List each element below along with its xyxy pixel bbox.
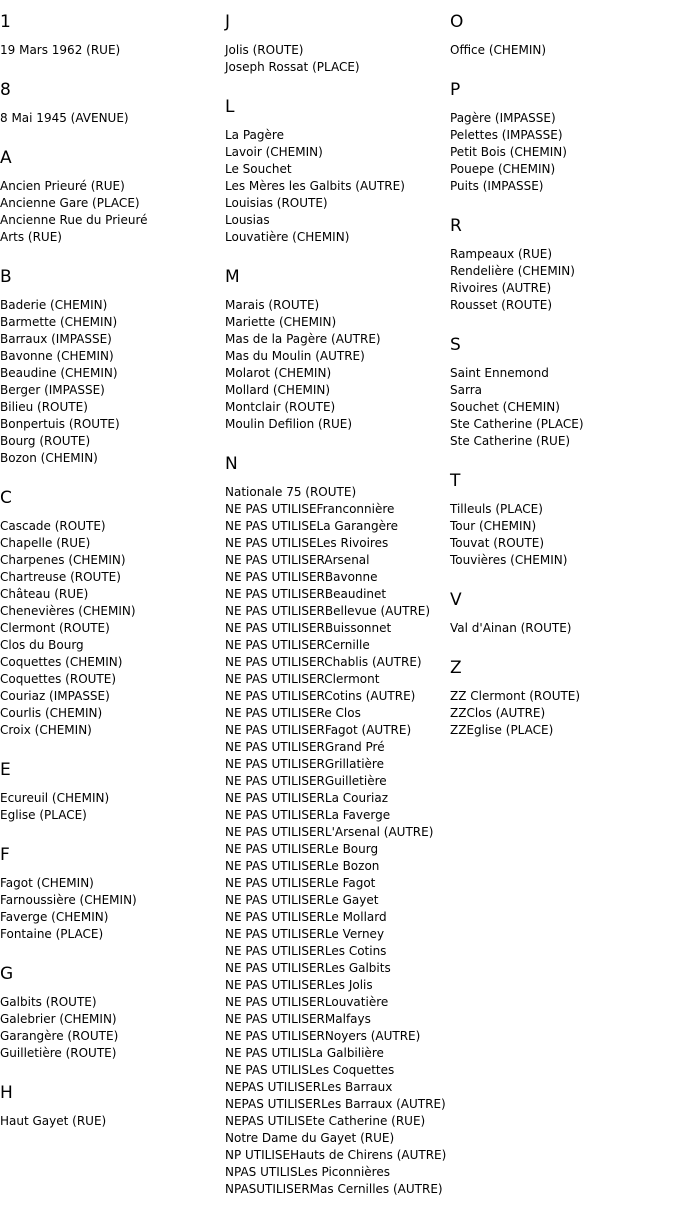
street-list-item[interactable]: Mas du Moulin (AUTRE) (225, 349, 365, 363)
street-list-item[interactable]: Pelettes (IMPASSE) (450, 128, 563, 142)
street-list (0, 110, 148, 127)
letter-group (225, 10, 446, 76)
street-list-item[interactable]: NP UTILISEHauts de Chirens (AUTRE) (225, 1148, 447, 1162)
letter-group (0, 265, 148, 467)
group-letter-heading: A (0, 148, 12, 168)
street-list-item[interactable]: NE PAS UTILISERMalfays (225, 1012, 371, 1026)
street-list-item[interactable]: Bonpertuis (ROUTE) (0, 417, 120, 431)
street-list-item[interactable]: NE PAS UTILISERBeaudinet (225, 587, 387, 601)
street-list-item[interactable]: Clos du Bourg (0, 638, 84, 652)
street-list-item[interactable]: NE PAS UTILISERLa Faverge (225, 808, 391, 822)
street-list-item[interactable]: Touvat (ROUTE) (450, 536, 545, 550)
street-list-item[interactable]: Le Souchet (225, 162, 292, 176)
street-index-column-2 (225, 10, 446, 1217)
street-list-item[interactable]: Couriaz (IMPASSE) (0, 689, 110, 703)
group-letter-heading: Z (450, 658, 462, 678)
street-list-item[interactable]: Fagot (CHEMIN) (0, 876, 94, 890)
street-list-item[interactable]: NE PAS UTILISERL'Arsenal (AUTRE) (225, 825, 434, 839)
letter-group (225, 452, 446, 1198)
street-list-item[interactable]: Bavonne (CHEMIN) (0, 349, 114, 363)
street-list (450, 42, 584, 59)
street-list-item[interactable]: Chenevières (CHEMIN) (0, 604, 136, 618)
group-letter-heading: V (450, 590, 462, 610)
street-list-item[interactable]: Les Mères les Galbits (AUTRE) (225, 179, 405, 193)
street-list-item[interactable]: 8 Mai 1945 (AVENUE) (0, 111, 129, 125)
street-list-item[interactable]: Tour (CHEMIN) (450, 519, 537, 533)
letter-group (225, 95, 446, 246)
street-list-item[interactable]: Mariette (CHEMIN) (225, 315, 337, 329)
street-list-item[interactable]: NE PAS UTILISERCotins (AUTRE) (225, 689, 416, 703)
group-letter-heading: O (450, 12, 464, 32)
street-list-item[interactable]: NE PAS UTILISERLes Cotins (225, 944, 387, 958)
street-list-item[interactable]: Montclair (ROUTE) (225, 400, 336, 414)
street-list-item[interactable]: Ste Catherine (PLACE) (450, 417, 584, 431)
street-list (225, 127, 446, 246)
street-list-item[interactable]: Ancien Prieuré (RUE) (0, 179, 125, 193)
street-list-item[interactable]: Galebrier (CHEMIN) (0, 1012, 117, 1026)
group-letter-heading: H (0, 1083, 13, 1103)
street-list-item[interactable]: NE PAS UTILISERClermont (225, 672, 380, 686)
street-list-item[interactable]: Coquettes (CHEMIN) (0, 655, 123, 669)
street-list-item[interactable]: Jolis (ROUTE) (225, 43, 304, 57)
street-list-item[interactable]: Galbits (ROUTE) (0, 995, 97, 1009)
street-list-item[interactable]: Berger (IMPASSE) (0, 383, 105, 397)
street-list-item[interactable]: Pouepe (CHEMIN) (450, 162, 556, 176)
street-list-item[interactable]: Charpenes (CHEMIN) (0, 553, 126, 567)
street-list-item[interactable]: NE PAS UTILISERBavonne (225, 570, 378, 584)
street-list-item[interactable]: Mas de la Pagère (AUTRE) (225, 332, 381, 346)
street-list (450, 110, 584, 195)
street-list-item[interactable]: Ancienne Gare (PLACE) (0, 196, 140, 210)
street-list-item[interactable]: NE PAS UTILISERLe Bourg (225, 842, 379, 856)
letter-group (0, 10, 148, 59)
street-list-item[interactable]: NE PAS UTILISERLe Verney (225, 927, 385, 941)
street-list-item[interactable]: Bozon (CHEMIN) (0, 451, 98, 465)
street-list-item[interactable]: Souchet (CHEMIN) (450, 400, 560, 414)
street-list (450, 501, 584, 569)
street-list (0, 297, 148, 467)
letter-group (0, 486, 148, 739)
street-list-item[interactable]: Val d'Ainan (ROUTE) (450, 621, 572, 635)
street-list-item[interactable]: Rendelière (CHEMIN) (450, 264, 575, 278)
street-list-item[interactable]: Faverge (CHEMIN) (0, 910, 109, 924)
letter-group (450, 10, 584, 59)
letter-group (225, 265, 446, 433)
street-list-item[interactable]: NE PAS UTILISERBellevue (AUTRE) (225, 604, 431, 618)
street-list-item[interactable]: Bilieu (ROUTE) (0, 400, 88, 414)
street-list (0, 42, 148, 59)
letter-group (0, 78, 148, 127)
street-index-column-1 (0, 10, 148, 1149)
street-list-item[interactable]: Beaudine (CHEMIN) (0, 366, 118, 380)
group-letter-heading: F (0, 845, 10, 865)
letter-group (450, 78, 584, 195)
group-letter-heading: G (0, 964, 14, 984)
street-list-item[interactable]: NE PAS UTILISERLouvatière (225, 995, 389, 1009)
group-letter-heading: R (450, 216, 462, 236)
street-list-item[interactable]: ZZEglise (PLACE) (450, 723, 554, 737)
street-list (450, 688, 584, 739)
street-list-item[interactable]: Chartreuse (ROUTE) (0, 570, 121, 584)
letter-group (450, 656, 584, 739)
street-list-item[interactable]: NE PAS UTILISERFagot (AUTRE) (225, 723, 412, 737)
street-list-item[interactable]: Garangère (ROUTE) (0, 1029, 119, 1043)
street-list (450, 246, 584, 314)
street-list-item[interactable]: Notre Dame du Gayet (RUE) (225, 1131, 395, 1145)
street-list-item[interactable]: NE PAS UTILISERChablis (AUTRE) (225, 655, 422, 669)
street-list-item[interactable]: Clermont (ROUTE) (0, 621, 110, 635)
group-letter-heading: E (0, 760, 11, 780)
street-list-item[interactable]: Ancienne Rue du Prieuré (0, 213, 148, 227)
street-list-item[interactable]: NE PAS UTILISERe Clos (225, 706, 361, 720)
street-list-item[interactable]: NPAS UTILISLes Piconnières (225, 1165, 390, 1179)
street-list (0, 518, 148, 739)
street-list-item[interactable]: NE PAS UTILISERNoyers (AUTRE) (225, 1029, 421, 1043)
street-list-item[interactable]: Petit Bois (CHEMIN) (450, 145, 567, 159)
street-list-item[interactable]: NE PAS UTILISERLe Fagot (225, 876, 376, 890)
group-letter-heading: P (450, 80, 461, 100)
street-list-item[interactable]: Bourg (ROUTE) (0, 434, 91, 448)
street-list-item[interactable]: Puits (IMPASSE) (450, 179, 544, 193)
street-list-item[interactable]: La Pagère (225, 128, 284, 142)
street-list (225, 297, 446, 433)
street-list (0, 178, 148, 246)
street-list-item[interactable]: Barraux (IMPASSE) (0, 332, 112, 346)
street-list-item[interactable]: Arts (RUE) (0, 230, 62, 244)
street-list-item[interactable]: NEPAS UTILISEte Catherine (RUE) (225, 1114, 426, 1128)
street-list-item[interactable]: Tilleuls (PLACE) (450, 502, 543, 516)
street-list-item[interactable]: NPASUTILISERMas Cernilles (AUTRE) (225, 1182, 443, 1196)
street-list-item[interactable]: Joseph Rossat (PLACE) (225, 60, 360, 74)
group-letter-heading: N (225, 454, 238, 474)
street-list-item[interactable]: NE PAS UTILISERLes Jolis (225, 978, 373, 992)
street-list (0, 790, 148, 824)
street-list-item[interactable]: Marais (ROUTE) (225, 298, 320, 312)
street-list-item[interactable]: Louisias (ROUTE) (225, 196, 328, 210)
street-list-item[interactable]: Touvières (CHEMIN) (450, 553, 568, 567)
street-list-item[interactable]: Lousias (225, 213, 270, 227)
street-list-item[interactable]: 19 Mars 1962 (RUE) (0, 43, 121, 57)
street-list-item[interactable]: Mollard (CHEMIN) (225, 383, 331, 397)
group-letter-heading: 8 (0, 80, 11, 100)
group-letter-heading: J (225, 12, 231, 32)
street-list-item[interactable]: Coquettes (ROUTE) (0, 672, 117, 686)
group-letter-heading: 1 (0, 12, 11, 32)
street-list-item[interactable]: Chapelle (RUE) (0, 536, 91, 550)
street-list-item[interactable]: NE PAS UTILISERBuissonnet (225, 621, 392, 635)
group-letter-heading: C (0, 488, 12, 508)
street-list-item[interactable]: NE PAS UTILISELa Garangère (225, 519, 399, 533)
street-list-item[interactable]: NE PAS UTILISERLe Bozon (225, 859, 380, 873)
group-letter-heading: S (450, 335, 461, 355)
street-list-item[interactable]: NE PAS UTILISERArsenal (225, 553, 370, 567)
street-list (0, 994, 148, 1062)
street-list (450, 365, 584, 450)
street-list-item[interactable]: Rousset (ROUTE) (450, 298, 552, 312)
street-list (450, 620, 584, 637)
street-list-item[interactable]: Molarot (CHEMIN) (225, 366, 332, 380)
street-list-item[interactable]: Cascade (ROUTE) (0, 519, 106, 533)
street-list-item[interactable]: Château (RUE) (0, 587, 89, 601)
street-list-item[interactable]: Croix (CHEMIN) (0, 723, 92, 737)
street-list-item[interactable]: NE PAS UTILISERGrillatière (225, 757, 384, 771)
street-list-item[interactable]: NE PAS UTILISERLe Gayet (225, 893, 379, 907)
street-list-item[interactable]: NE PAS UTILISERLe Mollard (225, 910, 387, 924)
street-list-item[interactable]: NE PAS UTILISERGuilletière (225, 774, 387, 788)
street-list-item[interactable]: Office (CHEMIN) (450, 43, 547, 57)
letter-group (0, 1081, 148, 1130)
street-list-item[interactable]: NE PAS UTILISLes Coquettes (225, 1063, 395, 1077)
street-list-item[interactable]: Farnoussière (CHEMIN) (0, 893, 137, 907)
street-list-item[interactable]: Sarra (450, 383, 482, 397)
street-list-item[interactable]: Rivoires (AUTRE) (450, 281, 552, 295)
street-list-item[interactable]: Ste Catherine (RUE) (450, 434, 571, 448)
street-list-item[interactable]: Nationale 75 (ROUTE) (225, 485, 357, 499)
street-list-item[interactable]: Guilletière (ROUTE) (0, 1046, 117, 1060)
street-list-item[interactable]: Barmette (CHEMIN) (0, 315, 118, 329)
street-list-item[interactable]: Fontaine (PLACE) (0, 927, 104, 941)
street-list-item[interactable]: NE PAS UTILISERGrand Pré (225, 740, 385, 754)
street-list (0, 875, 148, 943)
street-list-item[interactable]: ZZ Clermont (ROUTE) (450, 689, 581, 703)
letter-group (0, 146, 148, 246)
street-list (225, 42, 446, 76)
street-list-item[interactable]: Haut Gayet (RUE) (0, 1114, 107, 1128)
street-list-item[interactable]: NE PAS UTILISERLes Galbits (225, 961, 391, 975)
letter-group (0, 843, 148, 943)
street-list-item[interactable]: Eglise (PLACE) (0, 808, 87, 822)
street-list-item[interactable]: NEPAS UTILISERLes Barraux (225, 1080, 393, 1094)
letter-group (450, 588, 584, 637)
letter-group (450, 333, 584, 450)
street-list-item[interactable]: NE PAS UTILISERCernille (225, 638, 370, 652)
letter-group (450, 469, 584, 569)
street-list-item[interactable]: Saint Ennemond (450, 366, 549, 380)
group-letter-heading: L (225, 97, 235, 117)
letter-group (450, 214, 584, 314)
street-list-item[interactable]: NE PAS UTILISLa Galbilière (225, 1046, 384, 1060)
street-list-item[interactable]: Louvatière (CHEMIN) (225, 230, 350, 244)
street-list-item[interactable]: Moulin Defilion (RUE) (225, 417, 353, 431)
street-list-item[interactable]: NE PAS UTILISEFranconnière (225, 502, 395, 516)
group-letter-heading: T (450, 471, 461, 491)
group-letter-heading: M (225, 267, 240, 287)
street-list-item[interactable]: NEPAS UTILISERLes Barraux (AUTRE) (225, 1097, 446, 1111)
street-list-item[interactable]: NE PAS UTILISELes Rivoires (225, 536, 389, 550)
street-list-item[interactable]: Ecureuil (CHEMIN) (0, 791, 110, 805)
street-list-item[interactable]: Baderie (CHEMIN) (0, 298, 108, 312)
street-list-item[interactable]: Courlis (CHEMIN) (0, 706, 103, 720)
letter-group (0, 758, 148, 824)
street-list (0, 1113, 148, 1130)
street-list-item[interactable]: NE PAS UTILISERLa Couriaz (225, 791, 388, 805)
street-list-item[interactable]: ZZClos (AUTRE) (450, 706, 546, 720)
street-list-item[interactable]: Lavoir (CHEMIN) (225, 145, 323, 159)
street-list (225, 484, 446, 1198)
street-list-item[interactable]: Pagère (IMPASSE) (450, 111, 556, 125)
group-letter-heading: B (0, 267, 12, 287)
street-index-column-3 (450, 10, 584, 758)
street-list-item[interactable]: Rampeaux (RUE) (450, 247, 553, 261)
letter-group (0, 962, 148, 1062)
